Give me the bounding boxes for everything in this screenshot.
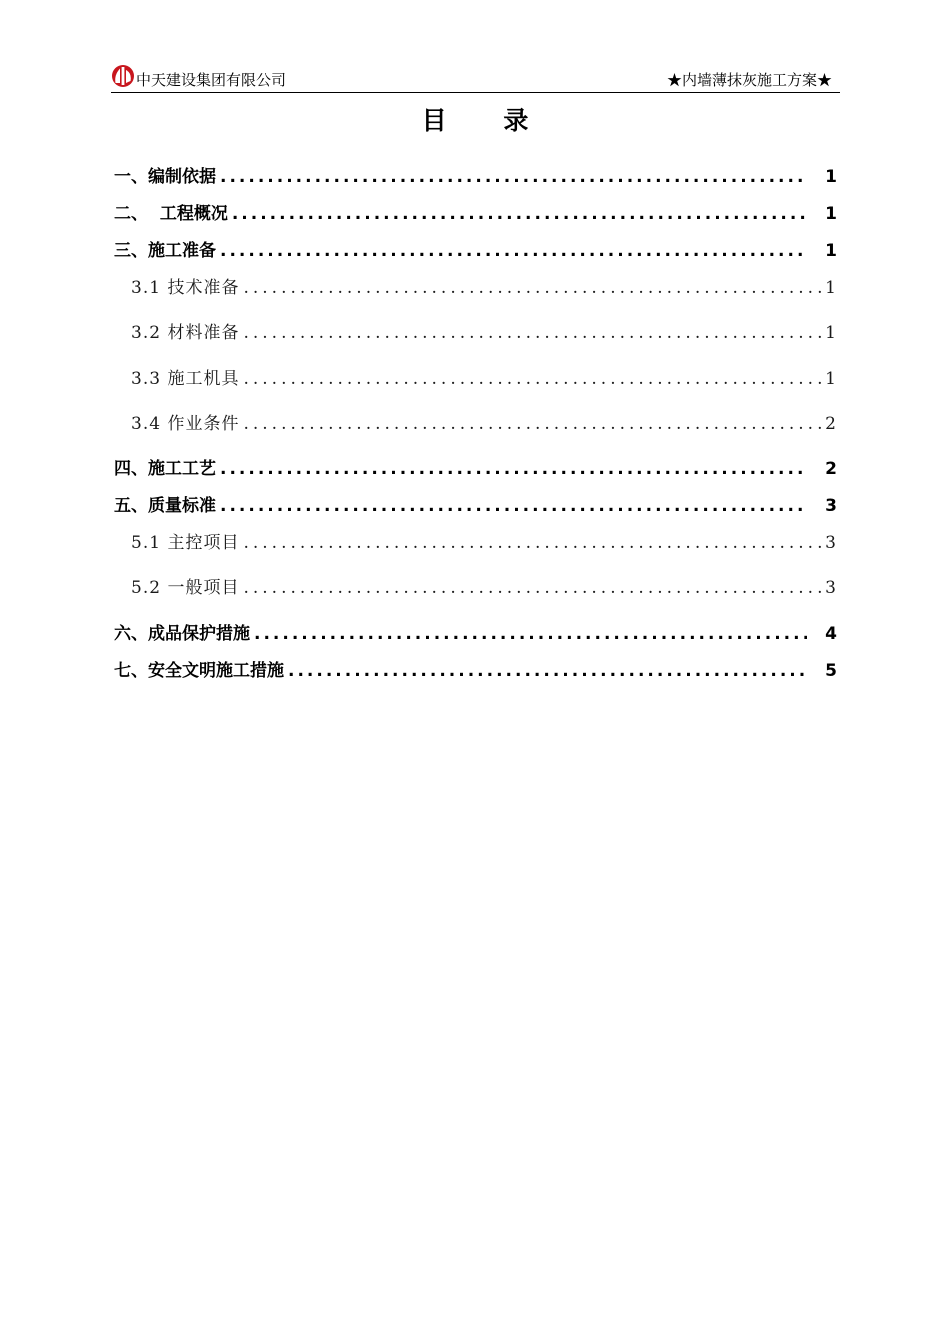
- toc-entry-label: 5.1 主控项目: [131, 533, 240, 553]
- toc-entry-label: 二、 工程概况: [114, 204, 228, 224]
- toc-entry-quality[interactable]: [114, 491, 837, 515]
- toc-entry-overview[interactable]: [114, 199, 837, 223]
- toc-entry-label: 六、成品保护措施: [114, 624, 250, 644]
- toc-entry-label: 四、施工工艺: [114, 459, 216, 479]
- toc-entry-basis[interactable]: [114, 162, 837, 186]
- toc-entry-material-prep[interactable]: [131, 318, 837, 342]
- toc-dot-leader: [220, 167, 807, 187]
- toc-entry-label: 3.1 技术准备: [131, 278, 240, 298]
- toc-dot-leader: [220, 496, 807, 516]
- toc-entry-page: 2: [825, 459, 837, 479]
- toc-entry-page: 3: [825, 578, 837, 598]
- toc-dot-leader: [243, 533, 822, 553]
- toc-entry-label: 3.3 施工机具: [131, 369, 240, 389]
- toc-entry-work-conditions[interactable]: [131, 409, 837, 433]
- toc-dot-leader: [288, 661, 807, 681]
- zhongtian-logo-icon: [111, 64, 135, 88]
- toc-entry-label: 一、编制依据: [114, 167, 216, 187]
- toc-entry-page: 1: [825, 241, 837, 261]
- toc-entry-page: 3: [825, 496, 837, 516]
- page-header: [111, 64, 840, 93]
- header-company-name: 中天建设集团有限公司: [136, 71, 287, 89]
- toc-dot-leader: [220, 241, 807, 261]
- toc-entry-page: 4: [825, 624, 837, 644]
- toc-entry-page: 1: [825, 369, 837, 389]
- toc-entry-label: 3.2 材料准备: [131, 323, 240, 343]
- toc-entry-page: 3: [825, 533, 837, 553]
- toc-dot-leader: [243, 278, 822, 298]
- toc-dot-leader: [243, 578, 822, 598]
- toc-entry-label: 七、安全文明施工措施: [114, 661, 284, 681]
- toc-dot-leader: [220, 459, 807, 479]
- toc-entry-page: 1: [825, 278, 837, 298]
- toc-dot-leader: [232, 204, 807, 224]
- toc-entry-page: 1: [825, 167, 837, 187]
- toc-entry-tools[interactable]: [131, 364, 837, 388]
- toc-entry-general-items[interactable]: [131, 573, 837, 597]
- toc-dot-leader: [243, 414, 822, 434]
- toc-title: 目 录: [421, 106, 553, 135]
- toc-entry-preparation[interactable]: [114, 236, 837, 260]
- toc-entry-page: 2: [825, 414, 837, 434]
- toc-entry-technical-prep[interactable]: [131, 273, 837, 297]
- toc-dot-leader: [243, 369, 822, 389]
- toc-entry-process[interactable]: [114, 454, 837, 478]
- toc-entry-page: 5: [825, 661, 837, 681]
- toc-dot-leader: [243, 323, 822, 343]
- toc-entry-page: 1: [825, 323, 837, 343]
- header-document-title: ★内墙薄抹灰施工方案★: [666, 71, 832, 89]
- toc-entry-label: 五、质量标准: [114, 496, 216, 516]
- toc-entry-label: 5.2 一般项目: [131, 578, 240, 598]
- toc-entry-protection[interactable]: [114, 619, 837, 643]
- toc-dot-leader: [254, 624, 807, 644]
- toc-entry-label: 三、施工准备: [114, 241, 216, 261]
- toc-entry-label: 3.4 作业条件: [131, 414, 240, 434]
- toc-entry-page: 1: [825, 204, 837, 224]
- toc-entry-main-control[interactable]: [131, 528, 837, 552]
- toc-entry-safety[interactable]: [114, 656, 837, 680]
